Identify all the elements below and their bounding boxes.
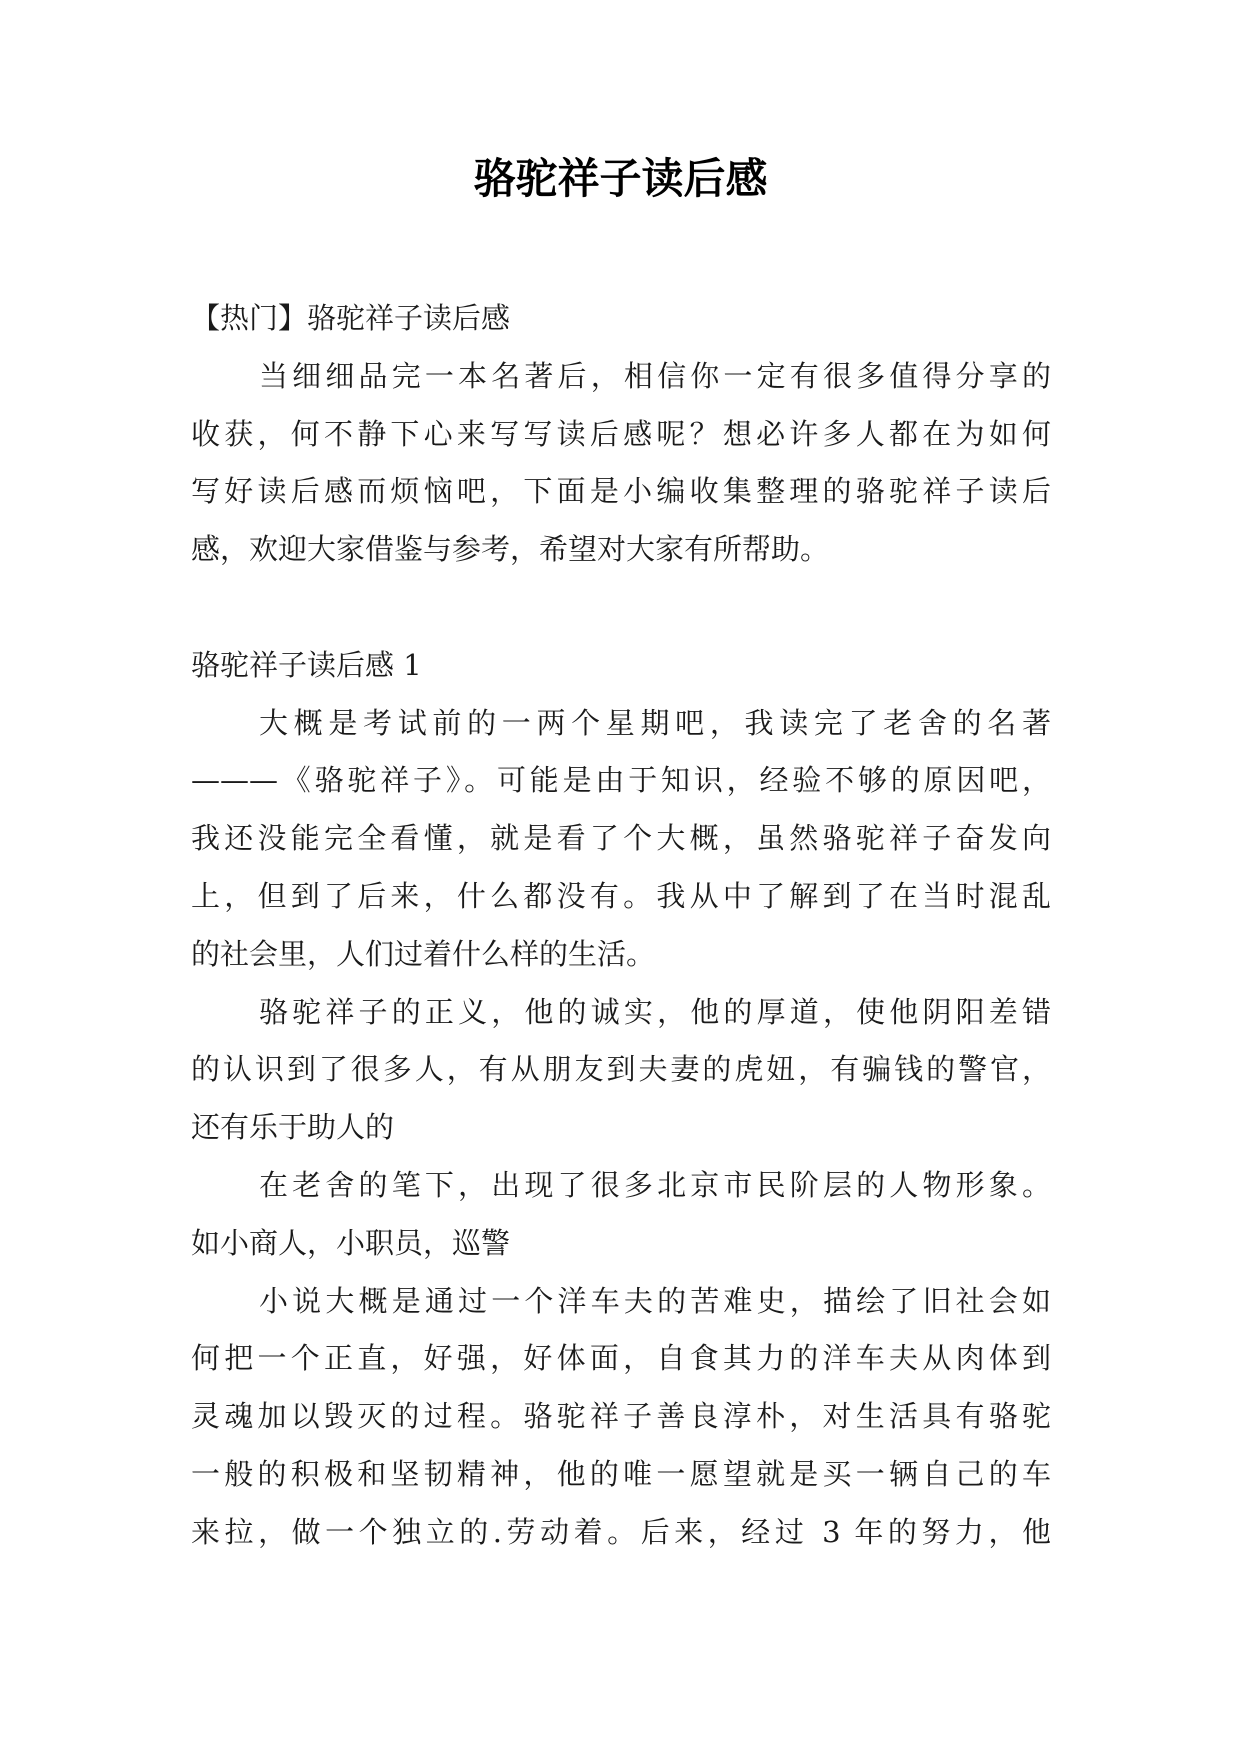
header-line: 【热门】骆驼祥子读后感 [191, 301, 511, 335]
paragraph-line: 灵魂加以毁灭的过程。骆驼祥子善良淳朴，对生活具有骆驼 [191, 1399, 1051, 1434]
paragraph-line: 上，但到了后来，什么都没有。我从中了解到了在当时混乱 [191, 878, 1051, 913]
document-title: 骆驼祥子读后感 [473, 154, 768, 203]
paragraph-line: 的认识到了很多人，有从朋友到夫妻的虎妞，有骗钱的警官， [191, 1052, 1051, 1087]
intro-line: 感，欢迎大家借鉴与参考，希望对大家有所帮助。 [191, 532, 830, 567]
paragraph-line: 的社会里，人们过着什么样的生活。 [191, 936, 656, 971]
paragraph-line: 小说大概是通过一个洋车夫的苦难史，描绘了旧社会如 [259, 1283, 1051, 1318]
document-body [191, 290, 1051, 1562]
intro-line: 当细细品完一本名著后，相信你一定有很多值得分享的 [259, 358, 1051, 393]
intro-line: 收获，何不静下心来写写读后感呢？想必许多人都在为如何 [191, 416, 1051, 451]
paragraph-line: ———《骆驼祥子》。可能是由于知识，经验不够的原因吧， [191, 763, 1051, 798]
paragraph-line: 如小商人，小职员，巡警 [191, 1225, 511, 1260]
paragraph-line: 何把一个正直，好强，好体面，自食其力的洋车夫从肉体到 [191, 1341, 1051, 1376]
paragraph-line: 一般的积极和坚韧精神，他的唯一愿望就是买一辆自己的车 [191, 1456, 1051, 1491]
paragraph-line: 还有乐于助人的 [191, 1110, 395, 1145]
paragraph-line: 来拉，做一个独立的.劳动着。后来，经过 3 年的努力，他 [191, 1514, 1051, 1549]
paragraph-line: 骆驼祥子的正义，他的诚实，他的厚道，使他阴阳差错 [259, 994, 1051, 1029]
intro-line: 写好读后感而烦恼吧，下面是小编收集整理的骆驼祥子读后 [191, 474, 1051, 509]
section-heading: 骆驼祥子读后感 1 [191, 647, 422, 682]
paragraph-line: 大概是考试前的一两个星期吧，我读完了老舍的名著 [259, 705, 1051, 740]
paragraph-gap [191, 579, 1051, 637]
paragraph-line: 在老舍的笔下，出现了很多北京市民阶层的人物形象。 [259, 1167, 1051, 1202]
paragraph-line: 我还没能完全看懂，就是看了个大概，虽然骆驼祥子奋发向 [191, 821, 1051, 856]
